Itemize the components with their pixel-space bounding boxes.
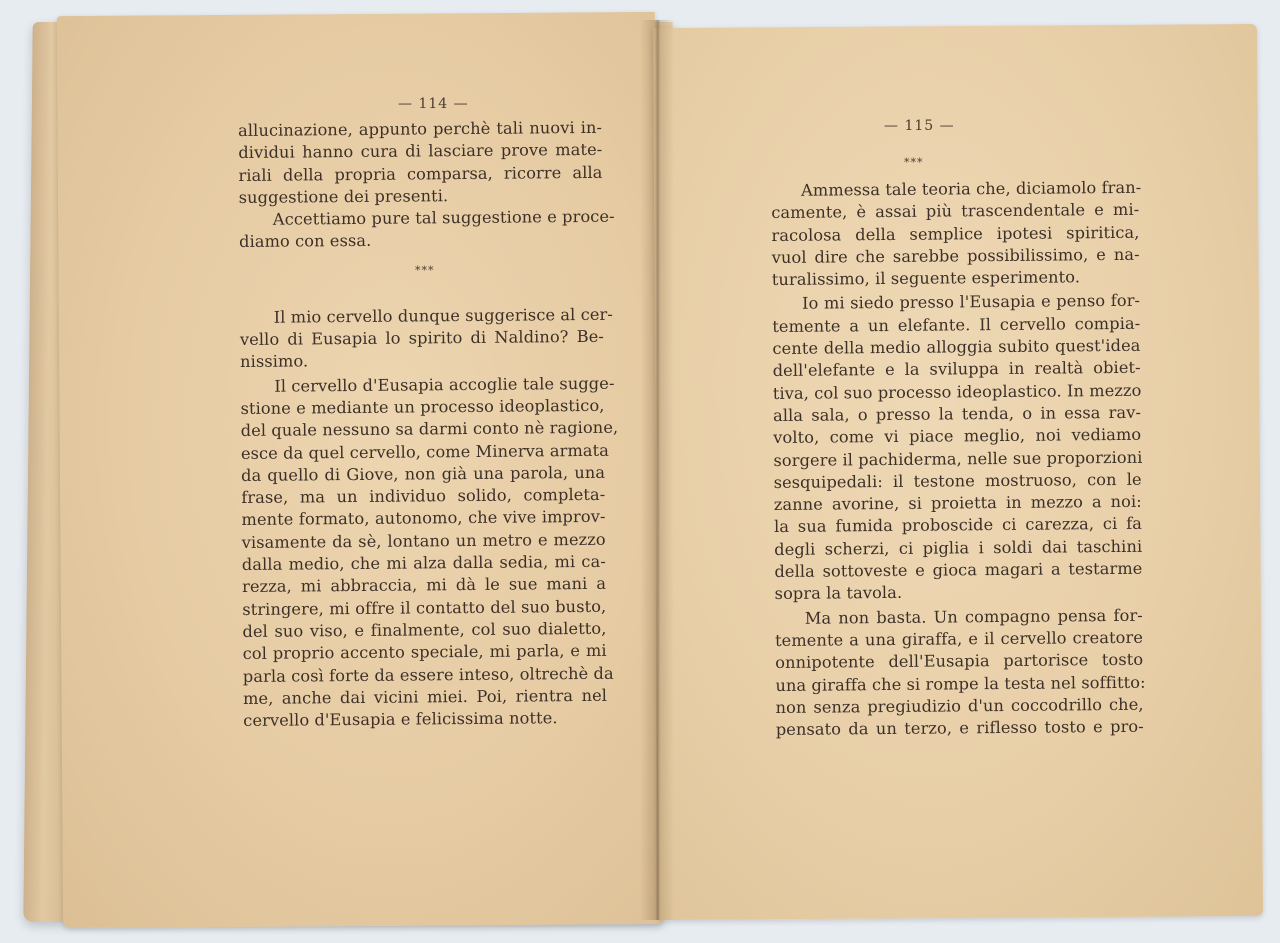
right-paragraph-3 bbox=[775, 604, 1144, 741]
text-line: onnipotente dell'Eusapia partorisce tosto bbox=[775, 650, 1144, 673]
text-line: suggestione dei presenti. bbox=[238, 186, 449, 207]
text-line: me, anche dai vicini miei. Poi, rientra nel bbox=[242, 685, 608, 708]
text-line: Ma non basta. Un compagno pensa for- bbox=[804, 605, 1143, 628]
text-line: del quale nessuno sa darmi conto nè ragione, bbox=[240, 417, 619, 441]
text-line: della sottoveste e gioca magari a testarme bbox=[774, 558, 1143, 582]
text-line: esce da quel cervello, come Minerva armata bbox=[240, 440, 610, 463]
text-line: riali della propria comparsa, ricorre alla bbox=[238, 162, 603, 185]
text-line: degli scherzi, ci piglia i soldi dai taschini bbox=[774, 536, 1143, 559]
text-line: nissimo. bbox=[240, 351, 309, 372]
right-paragraph-1 bbox=[771, 177, 1140, 292]
text-line: stringere, mi offre il contatto del suo busto, bbox=[242, 596, 607, 619]
text-line: temente a una giraffa, e il cervello creatore bbox=[774, 627, 1144, 650]
text-line: alla sala, o presso la tenda, o in essa rav- bbox=[772, 402, 1142, 425]
text-line: pensato da un terzo, e riflesso tosto e pro- bbox=[775, 716, 1144, 740]
right-page-number: — 115 — bbox=[884, 118, 955, 134]
text-line: visamente da sè, lontano un metro e mezzo bbox=[241, 529, 606, 552]
text-line: mente formato, autonomo, che vive improv- bbox=[241, 507, 606, 530]
book-gutter bbox=[640, 20, 674, 920]
left-paragraph-2 bbox=[238, 206, 615, 254]
text-line: sesquipedali: il testone mostruoso, con le bbox=[773, 469, 1142, 492]
text-line: diamo con essa. bbox=[238, 231, 372, 252]
text-line: racolosa della semplice ipotesi spiritica, bbox=[771, 222, 1140, 245]
text-line: cente della medio alloggia subito quest'idea bbox=[772, 335, 1141, 359]
text-line: frase, ma un individuo solido, completa- bbox=[241, 484, 606, 508]
text-line: temente a un elefante. Il cervello compia- bbox=[772, 313, 1141, 336]
text-line: Ammessa tale teoria che, diciamolo fran- bbox=[801, 177, 1142, 200]
text-line: Io mi siedo presso l'Eusapia e penso for- bbox=[801, 291, 1141, 314]
text-line: allucinazione, appunto perchè tali nuovi in- bbox=[238, 117, 603, 140]
text-line: la sua fumida proboscide ci carezza, ci fa bbox=[773, 514, 1143, 537]
text-line: vuol dire che sarebbe possibilissimo, e na- bbox=[771, 244, 1140, 267]
text-line: da quello di Giove, non già una parola, una bbox=[241, 462, 606, 485]
text-line: Accettiamo pure tal suggestione e proce- bbox=[272, 206, 615, 229]
right-paragraph-2 bbox=[772, 290, 1143, 605]
right-page-text bbox=[771, 177, 1144, 742]
text-line: tiva, col suo processo ideoplastico. In mezzo bbox=[772, 380, 1142, 403]
right-section-separator: *** bbox=[904, 156, 924, 169]
left-section-separator: *** bbox=[415, 264, 435, 277]
text-line: col proprio accento speciale, mi parla, e mi bbox=[242, 641, 607, 664]
left-page-text bbox=[238, 117, 619, 733]
text-line: sopra la tavola. bbox=[774, 583, 903, 604]
text-line: parla così forte da essere inteso, oltrechè da bbox=[242, 663, 614, 686]
text-line: cervello d'Eusapia e felicissima notte. bbox=[243, 708, 558, 731]
text-line: camente, è assai più trascendentale e mi- bbox=[771, 200, 1140, 223]
left-paragraph-4 bbox=[240, 372, 619, 732]
text-line: Il cervello d'Eusapia accoglie tale sugge- bbox=[274, 373, 615, 396]
text-line: dell'elefante e la sviluppa in realtà obiet- bbox=[772, 358, 1141, 381]
text-line: una giraffa che si rompe la testa nel soffitto: bbox=[775, 672, 1146, 695]
left-paragraph-3 bbox=[239, 304, 613, 374]
text-line: sorgere il pachiderma, nelle sue proporzioni bbox=[773, 447, 1143, 470]
text-line: volto, come vi piace meglio, noi vediamo bbox=[773, 425, 1142, 448]
text-line: vello di Eusapia lo spirito di Naldino? Be- bbox=[239, 326, 604, 350]
text-line: zanne avorine, si proietta in mezzo a noi: bbox=[773, 491, 1142, 515]
left-page-number: — 114 — bbox=[398, 96, 469, 112]
left-paragraph-1 bbox=[238, 117, 603, 209]
text-line: del suo viso, e finalmente, col suo dialetto, bbox=[242, 618, 607, 641]
text-line: turalissimo, il seguente esperimento. bbox=[771, 267, 1081, 290]
text-line: rezza, mi abbraccia, mi dà le sue mani a bbox=[241, 574, 607, 597]
text-line: non senza pregiudizio d'un coccodrillo che, bbox=[775, 694, 1144, 717]
text-line: dalla medio, che mi alza dalla sedia, mi ca- bbox=[241, 551, 606, 575]
text-line: stione e mediante un processo ideoplastico, bbox=[240, 395, 605, 418]
text-line: dividui hanno cura di lasciare prove mate- bbox=[238, 140, 603, 163]
text-line: Il mio cervello dunque suggerisce al cer- bbox=[273, 304, 613, 327]
